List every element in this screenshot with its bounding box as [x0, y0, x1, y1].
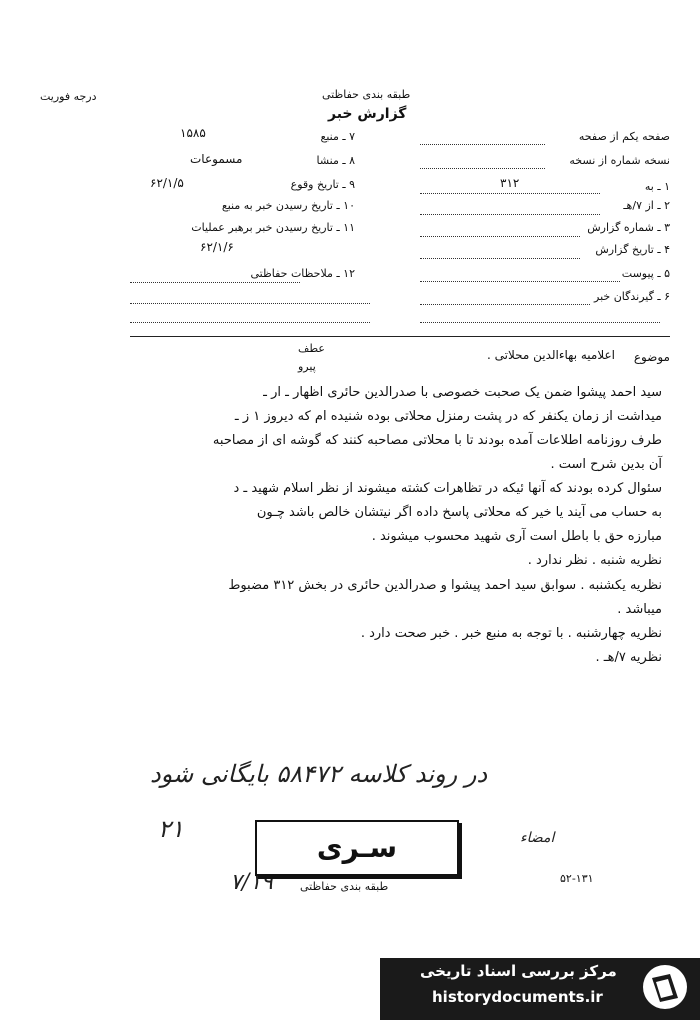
field-occurrence-date-value: ۶۲/۱/۵ — [150, 176, 184, 190]
field-source: ۷ ـ منبع — [320, 130, 355, 143]
body-line: نظریه چهارشنبه . با توجه به منبع خبر . خبر صحت دارد . — [360, 626, 662, 641]
field-report-date: ۴ ـ تاریخ گزارش — [595, 243, 670, 256]
body-line: مبارزه حق با باطل است آری شهید محسوب میشوند . — [371, 529, 662, 544]
field-source-value: ۱۵۸۵ — [180, 126, 206, 140]
body-line: سئوال کرده بودند که آنها ئیکه در تظاهرات کشته میشوند از نظر اسلام شهید ـ د — [233, 481, 662, 496]
subject-text: اعلامیه بهاءالدین محلاتی . — [486, 348, 615, 362]
field-origin: ۸ ـ منشا — [316, 154, 355, 167]
watermark-title: مرکز بررسی اسناد تاریخی — [420, 962, 617, 980]
field-to-value: ۳۱۲ — [500, 176, 520, 190]
field-from: ۲ ـ از ۷/هـ — [623, 199, 670, 212]
field-to: ۱ ـ به — [644, 180, 670, 193]
body-line: نظریه یکشنبه . سوابق سید احمد پیشوا و صدرالدین حائری در بخش ۳۱۲ مضبوط — [228, 578, 662, 593]
subject-label: موضوع — [633, 350, 670, 364]
field-recipients: ۶ ـ گیرندگان خبر — [594, 290, 670, 303]
field-page: صفحه یکم از صفحه — [578, 130, 670, 143]
classification-top: طبقه بندی حفاظتی — [322, 88, 411, 101]
field-origin-value: مسموعات — [190, 152, 243, 166]
body-line: به حساب می آیند یا خیر که محلاتی پاسخ داده اگر نیتشان خالص باشد چـون — [256, 505, 662, 520]
reference-sub-label: پیرو — [298, 360, 316, 373]
document-title: گزارش خبر — [328, 106, 407, 122]
body-line: طرف روزنامه اطلاعات آمده بودند تا با محلاتی مصاحبه کنند که گوشه ای از مصاحبه — [212, 433, 662, 448]
field-occurrence-date: ۹ ـ تاریخ وقوع — [290, 178, 355, 191]
secret-stamp-text: سـری — [316, 831, 398, 864]
field-attachment: ۵ ـ پیوست — [621, 267, 670, 280]
field-leader-receipt-date: ۱۱ ـ تاریخ رسیدن خبر برهبر عملیات — [191, 221, 355, 234]
field-security-notes: ۱۲ ـ ملاحظات حفاظتی — [250, 267, 355, 280]
handwritten-signature: امضاء — [520, 830, 555, 846]
body-line: میباشد . — [617, 602, 662, 617]
field-leader-receipt-date-value: ۶۲/۱/۶ — [200, 240, 234, 254]
watermark-url: historydocuments.ir — [432, 988, 603, 1006]
body-line: آن بدین شرح است . — [550, 457, 662, 472]
body-line: نظریه ۷/هـ . — [595, 650, 662, 665]
body-line: میداشت از زمان یکنفر که در پشت رمنزل محلاتی بوده شنیده ام که دیروز ۱ ز ـ — [234, 409, 662, 424]
document-code: ۵۲-۱۳۱ — [560, 872, 594, 885]
secret-stamp — [255, 820, 459, 876]
field-report-number: ۳ ـ شماره گزارش — [587, 221, 670, 234]
field-copy-number: نسخه شماره از نسخه — [569, 154, 670, 167]
classification-bottom: طبقه بندی حفاظتی — [300, 880, 389, 893]
archive-logo-icon — [640, 962, 690, 1012]
reference-label: عطف — [298, 342, 325, 355]
handwritten-date: ۷/۱۹ — [230, 870, 273, 895]
body-line: سید احمد پیشوا ضمن یک صحبت خصوصی با صدرالدین حائری اظهار ـ ار ـ — [263, 385, 662, 400]
handwritten-number: ۲۱ — [158, 815, 184, 843]
urgency-label: درجه فوریت — [40, 90, 97, 103]
body-line: نظریه شنبه . نظر ندارد . — [527, 553, 662, 568]
handwritten-note: در روند کلاسه ۵۸۴۷۲ بایگانی شود — [150, 760, 488, 788]
field-source-receipt-date: ۱۰ ـ تاریخ رسیدن خبر به منبع — [221, 199, 355, 212]
